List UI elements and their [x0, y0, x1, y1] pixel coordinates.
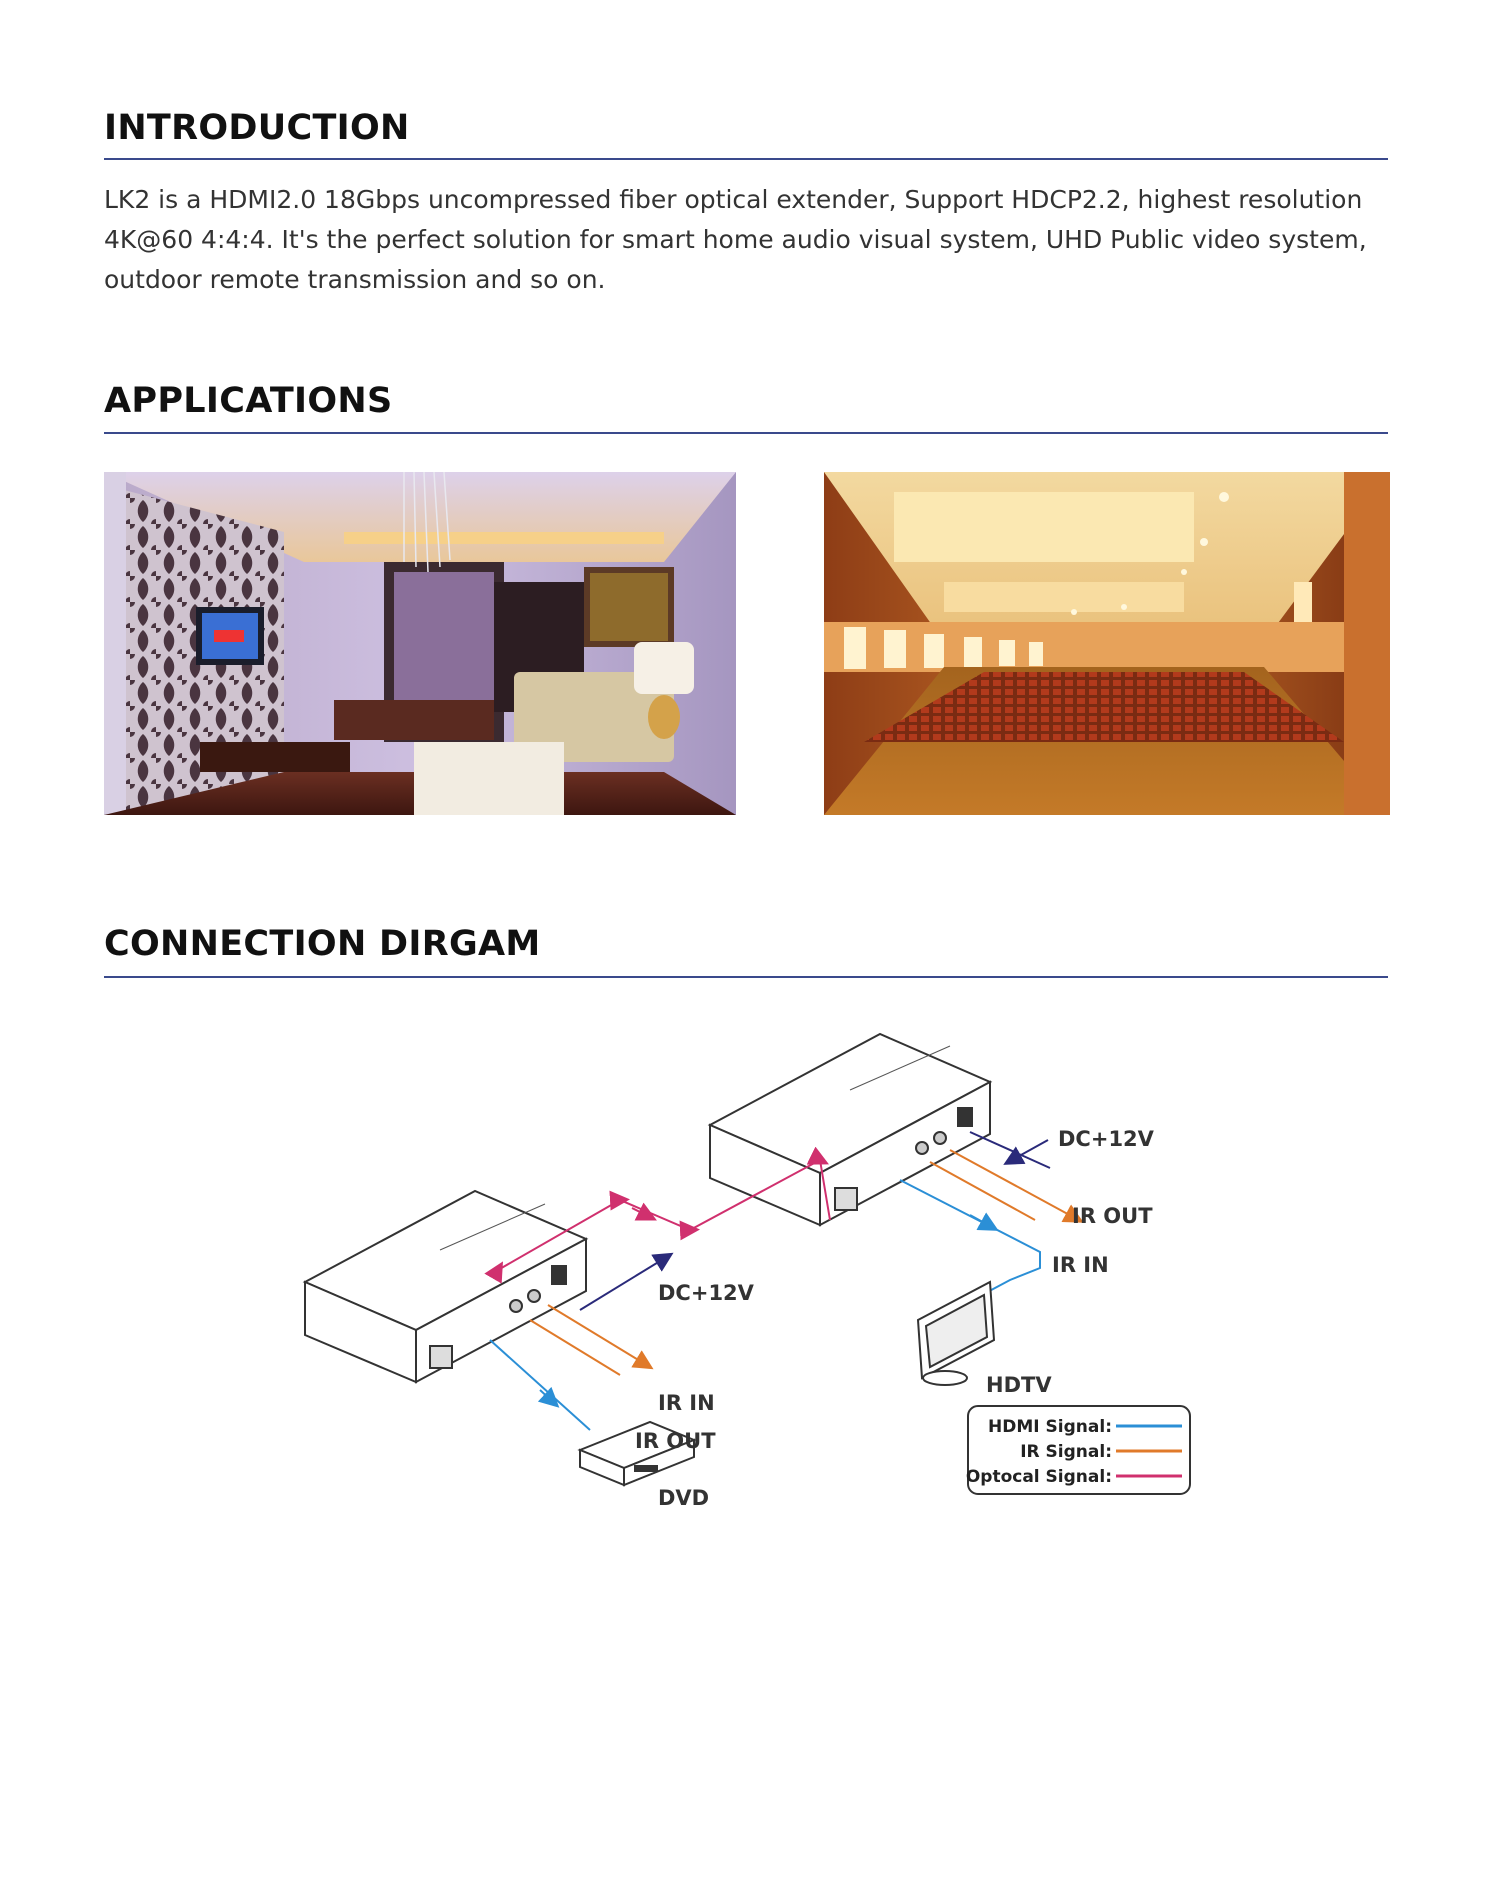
introduction-text: LK2 is a HDMI2.0 18Gbps uncompressed fiber optical extender, Support HDCP2.2, highest resolution 4K@60 4:4:4. It's the perfect solution for smart home audio visual system, UHD Public video system, outdoor remote transmission and so on.: [104, 185, 1367, 294]
legend-optical-label: Optocal Signal:: [965, 1467, 1112, 1487]
living-room-photo: [104, 472, 736, 815]
applications-heading: APPLICATIONS: [104, 381, 393, 421]
conference-hall-photo: [824, 472, 1390, 815]
rx-ir-out-label: IR OUT: [1072, 1204, 1153, 1228]
tx-ir-in-label: IR IN: [658, 1391, 715, 1415]
signal-legend: [966, 1406, 1190, 1494]
connection-heading: CONNECTION DIRGAM: [104, 924, 541, 964]
hdtv-label: HDTV: [986, 1373, 1052, 1397]
introduction-divider: [104, 158, 1388, 160]
connection-diagram: [290, 1020, 1210, 1525]
applications-divider: [104, 432, 1388, 434]
tx-dc-label: DC+12V: [658, 1281, 754, 1305]
legend-hdmi-label: HDMI Signal:: [988, 1417, 1112, 1437]
transmitter-box: [305, 1191, 586, 1382]
rx-ir-in-label: IR IN: [1052, 1253, 1109, 1277]
rx-dc-label: DC+12V: [1058, 1127, 1154, 1151]
legend-ir-label: IR Signal:: [1020, 1442, 1112, 1462]
dvd-label: DVD: [658, 1486, 710, 1510]
introduction-heading: INTRODUCTION: [104, 108, 410, 148]
tx-ir-out-label: IR OUT: [635, 1429, 716, 1453]
connection-divider: [104, 976, 1388, 978]
hdtv-set: [918, 1282, 994, 1385]
